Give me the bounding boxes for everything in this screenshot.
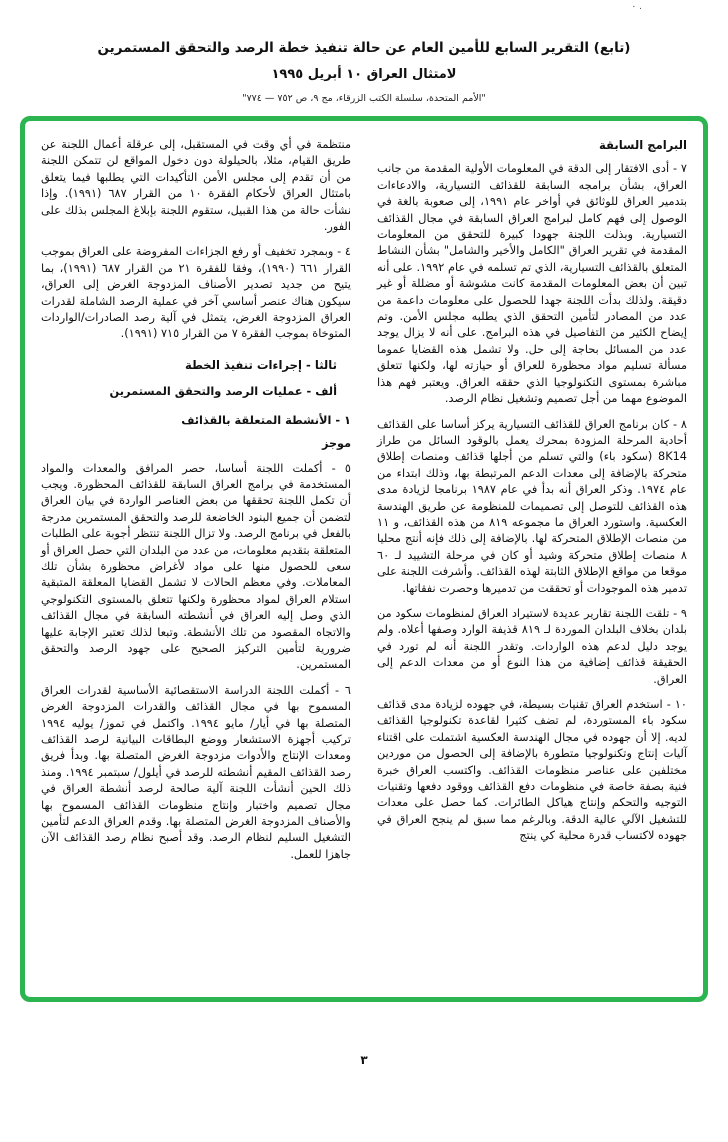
paragraph-7: ٧ - أدى الافتقار إلى الدقة في المعلومات الأولية المقدمة من جانب العراق، بشأن برامجه السابقة للقذائف التسيارية، والادعاءات بتدمير العراق للوثائق في أواخر عام ١٩٩١، إلى صعوبة بالغة في الوصول إلى فهم كامل لبرامج العراق السابقة في مجال القذائف التسيارية. وبذلت اللجنة جهودا كبيرة للتحقق من المعلومات المقدمة في تقرير العراق "الكامل والأخير والشامل" بشأن النشاط المتعلق بالقذائف التسيارية، الذي تم تسلمه في عام ١٩٩٢. على أنه تبين أن بعض المعلومات المقدمة كانت مشوشة أو مضللة أو غير دقيقة. ولذلك بدأت اللجنة جهدا للحصول على معلومات داعمة من عدد من المصادر لتأمين التحقق الذي يطلبه مجلس الأمن. وتم إيضاح الكثير من التفاصيل في هذه البرامج. على أنه لا يزال يوجد عدد من المسائل بحاجة إلى حل. ولا تشمل هذه القضايا عموما مسألة تسليم مواد محظورة للعراق أو حيازته لها، ولكنها تتعلق مباشرة بمستوى التكنولوجيا الذي حققه العراق. ويعتبر فهم هذا الموضوع مهما من أجل تصميم وتشغيل نظام الرصد. bbox=[377, 162, 687, 406]
page-number: ٣ bbox=[360, 1053, 368, 1067]
subsection-heading-1-missile-activities: ١ - الأنشطة المتعلقة بالقذائف bbox=[181, 412, 351, 427]
corner-mark: ٠ . bbox=[631, 2, 642, 12]
report-title: (تابع) التقرير السابع للأمين العام عن حالة تنفيذ خطة الرصد والتحقق المستمرين bbox=[97, 40, 631, 56]
paragraph-9: ٩ - تلقت اللجنة تقارير عديدة لاستيراد العراق لمنظومات سكود من بلدان بخلاف البلدان الموردة لـ ٨١٩ قذيفة الوارد وصفها أعلاه. ولم يوجد دليل لدعم هذه الواردات. وتقدر اللجنة أنه لم تورد في الحقيقة قذائف إضافية من هذا النوع أو من معدات الدعم إلى العراق. bbox=[377, 606, 687, 686]
left-column bbox=[41, 137, 351, 872]
report-subtitle: لامتثال العراق ١٠ أبريل ١٩٩٥ bbox=[271, 67, 457, 82]
paragraph-10: ١٠ - استخدم العراق تقنيات بسيطة، في جهوده لزيادة مدى قذائف سكود باء المستوردة، لم تضف كثيرا لقاعدة تكنولوجيا القذائف لديه. إلا أن جهوده في مجال الهندسة العكسية اشتملت على اقتناء آليات إنتاج وتكنولوجيا متطورة بالإضافة إلى الحصول من موردين مختلفين على عناصر منظومات القذائف. واكتسب العراق خبرة فنية بصفة خاصة في منظومات دفع القذائف ووقود دفعها وتقنيات التوجيه والتحكم وإنتاج هياكل الطائرات. كما حصل على معدات للتشغيل الآلي عالية الدقة. وبالرغم مما سبق لم ينجح العراق في جهوده لاكتساب قدرة محلية كي ينتج bbox=[377, 698, 687, 843]
section-heading-previous-programmes: البرامج السابقة bbox=[598, 138, 687, 152]
paragraph-continuation: منتظمة في أي وقت في المستقبل، إلى عرقلة أعمال اللجنة عن طريق القيام، مثلا، بالحيلولة دون دخول المواقع لن تتمكن اللجنة من أن تقدم إلى مجلس الأمن التأكيدات التي يطلبها فيما يتعلق بامتثال العراق لأحكام الفقرة ١٠ من القرار ٦٨٧ (١٩٩١). وإذا نشأت حالة من هذا القبيل، ستقوم اللجنة بإبلاغ المجلس بذلك على الفور. bbox=[41, 138, 351, 234]
two-column-layout bbox=[41, 137, 687, 872]
subsection-heading-alif-monitoring: ألف - عمليات الرصد والتحقق المستمرين bbox=[109, 384, 337, 399]
content-frame bbox=[20, 116, 708, 1002]
paragraph-5: ٥ - أكملت اللجنة أساسا، حصر المرافق والمعدات والمواد المستخدمة في برامج العراق السابقة للقذائف المحظورة. ويجب أن تكمل اللجنة تحققها من بعض العناصر الواردة في بيان العراق لتضمن أن جميع البنود الخاضعة للرصد والتحقق المستمرين مدرجة بالفعل في برنامج الرصد. ولا تزال اللجنة تنتظر أجوبة على الطلبات المتعلقة بتقديم معلومات، من عدد من البلدان التي حصل العراق أو سعى للحصول منها على مواد لأغراض محظورة بشأن تلك المعاملات. وفي معظم الحالات لا تشمل القضايا المعلقة المتبقية استلام العراق لمواد محظورة ولكنها تتعلق بالمستوى التكنولوجي الذي وصل إليه العراق في أنشطته السابقة في مجال القذائف والاتجاه المقصود من تلك الأنشطة. وتبعا لذلك تعتبر الإجابة عليها ضرورية لتأمين التركيز الصحيح على جهود الرصد والتحقق المستمرين. bbox=[41, 461, 351, 672]
source-citation: "الأمم المتحدة، سلسلة الكتب الزرقاء، مج ٩، ص ٧٥٢ — ٧٧٤" bbox=[242, 93, 486, 104]
section-heading-third-implementation: ثالثا - إجراءات تنفيذ الخطة bbox=[184, 357, 337, 372]
paragraph-4: ٤ - وبمجرد تخفيف أو رفع الجزاءات المفروضة على العراق بموجب القرار ٦٦١ (١٩٩٠)، وفقا للفقرة ٢١ من القرار ٦٨٧ (١٩٩١)، بما يتيح من جديد تصدير الأصناف المزدوجة الغرض إلى العراق، سيكون هناك عنصر أساسي آخر في عملية الرصد الشاملة لقدرات العراق المزدوجة الغرض، يتمثل في آلية رصد الصادرات/الواردات المتوخاة بموجب الفقرة ٧ من القرار ٧١٥ (١٩٩١). bbox=[41, 245, 352, 341]
paragraph-8: ٨ - كان برنامج العراق للقذائف التسيارية يركز أساسا على القذائف أحادية المرحلة المزودة بمحرك يعمل بالوقود السائل من طراز 8K14 (سكود باء) والتي تسلم من أجلها قذائف ومنصات إطلاق متحركة بالإضافة إلى معدات الدعم المرتبطة بها، وذلك ابتداء من عام ١٩٧٤. وذكر العراق أنه بدأ في عام ١٩٨٧ برنامجا لزيادة مدى هذه القذائف للتوصل إلى تصميمات للمنظومة عن طريق الهندسة العكسية. واستورد العراق ما مجموعه ٨١٩ من هذه القذائف، و ١١ من منصات الإطلاق المتحركة لها. بالإضافة إلى ذلك فإنه أنتج محليا ٨ منصات إطلاق متحركة وشيد أو كان في مرحلة التشييد لـ ٦٠ موقعا من مواقع الإطلاق الثابتة لهذه القذائف. وأشرفت اللجنة على تدمير هذه الموجودات أو تحققت من تدميرها وحصرت نفقاتها. bbox=[377, 417, 687, 595]
subheading-summary: موجز bbox=[322, 437, 351, 451]
right-column bbox=[377, 137, 687, 854]
document-header bbox=[0, 0, 728, 104]
paragraph-6: ٦ - أكملت اللجنة الدراسة الاستقصائية الأساسية لقدرات العراق المسموح بها في مجال القذائف والقدرات المزدوجة الغرض المتصلة بها في أيار/ مايو ١٩٩٤. واكتمل في تموز/ يوليه ١٩٩٤ تركيب أجهزة الاستشعار ووضع البطاقات البيانية لرصد القذائف ومعدات الإنتاج والأدوات مزدوجة الغرض المتصلة بها. وبدأ فريق رصد القذائف المقيم أنشطته للرصد في أيلول/ سبتمبر ١٩٩٤. ومنذ ذلك الحين أنشأت اللجنة آلية صالحة لرصد أنشطة العراق في مجال تصميم واختبار وإنتاج منظومات القذائف المسموح بها والأصناف المزدوجة الغرض المتصلة بها. وقدم العراق الدعم لتأمين التشغيل السليم لنظام الرصد. وقد أصبح نظام رصد القذائف الآن جاهزا للعمل. bbox=[41, 683, 351, 861]
